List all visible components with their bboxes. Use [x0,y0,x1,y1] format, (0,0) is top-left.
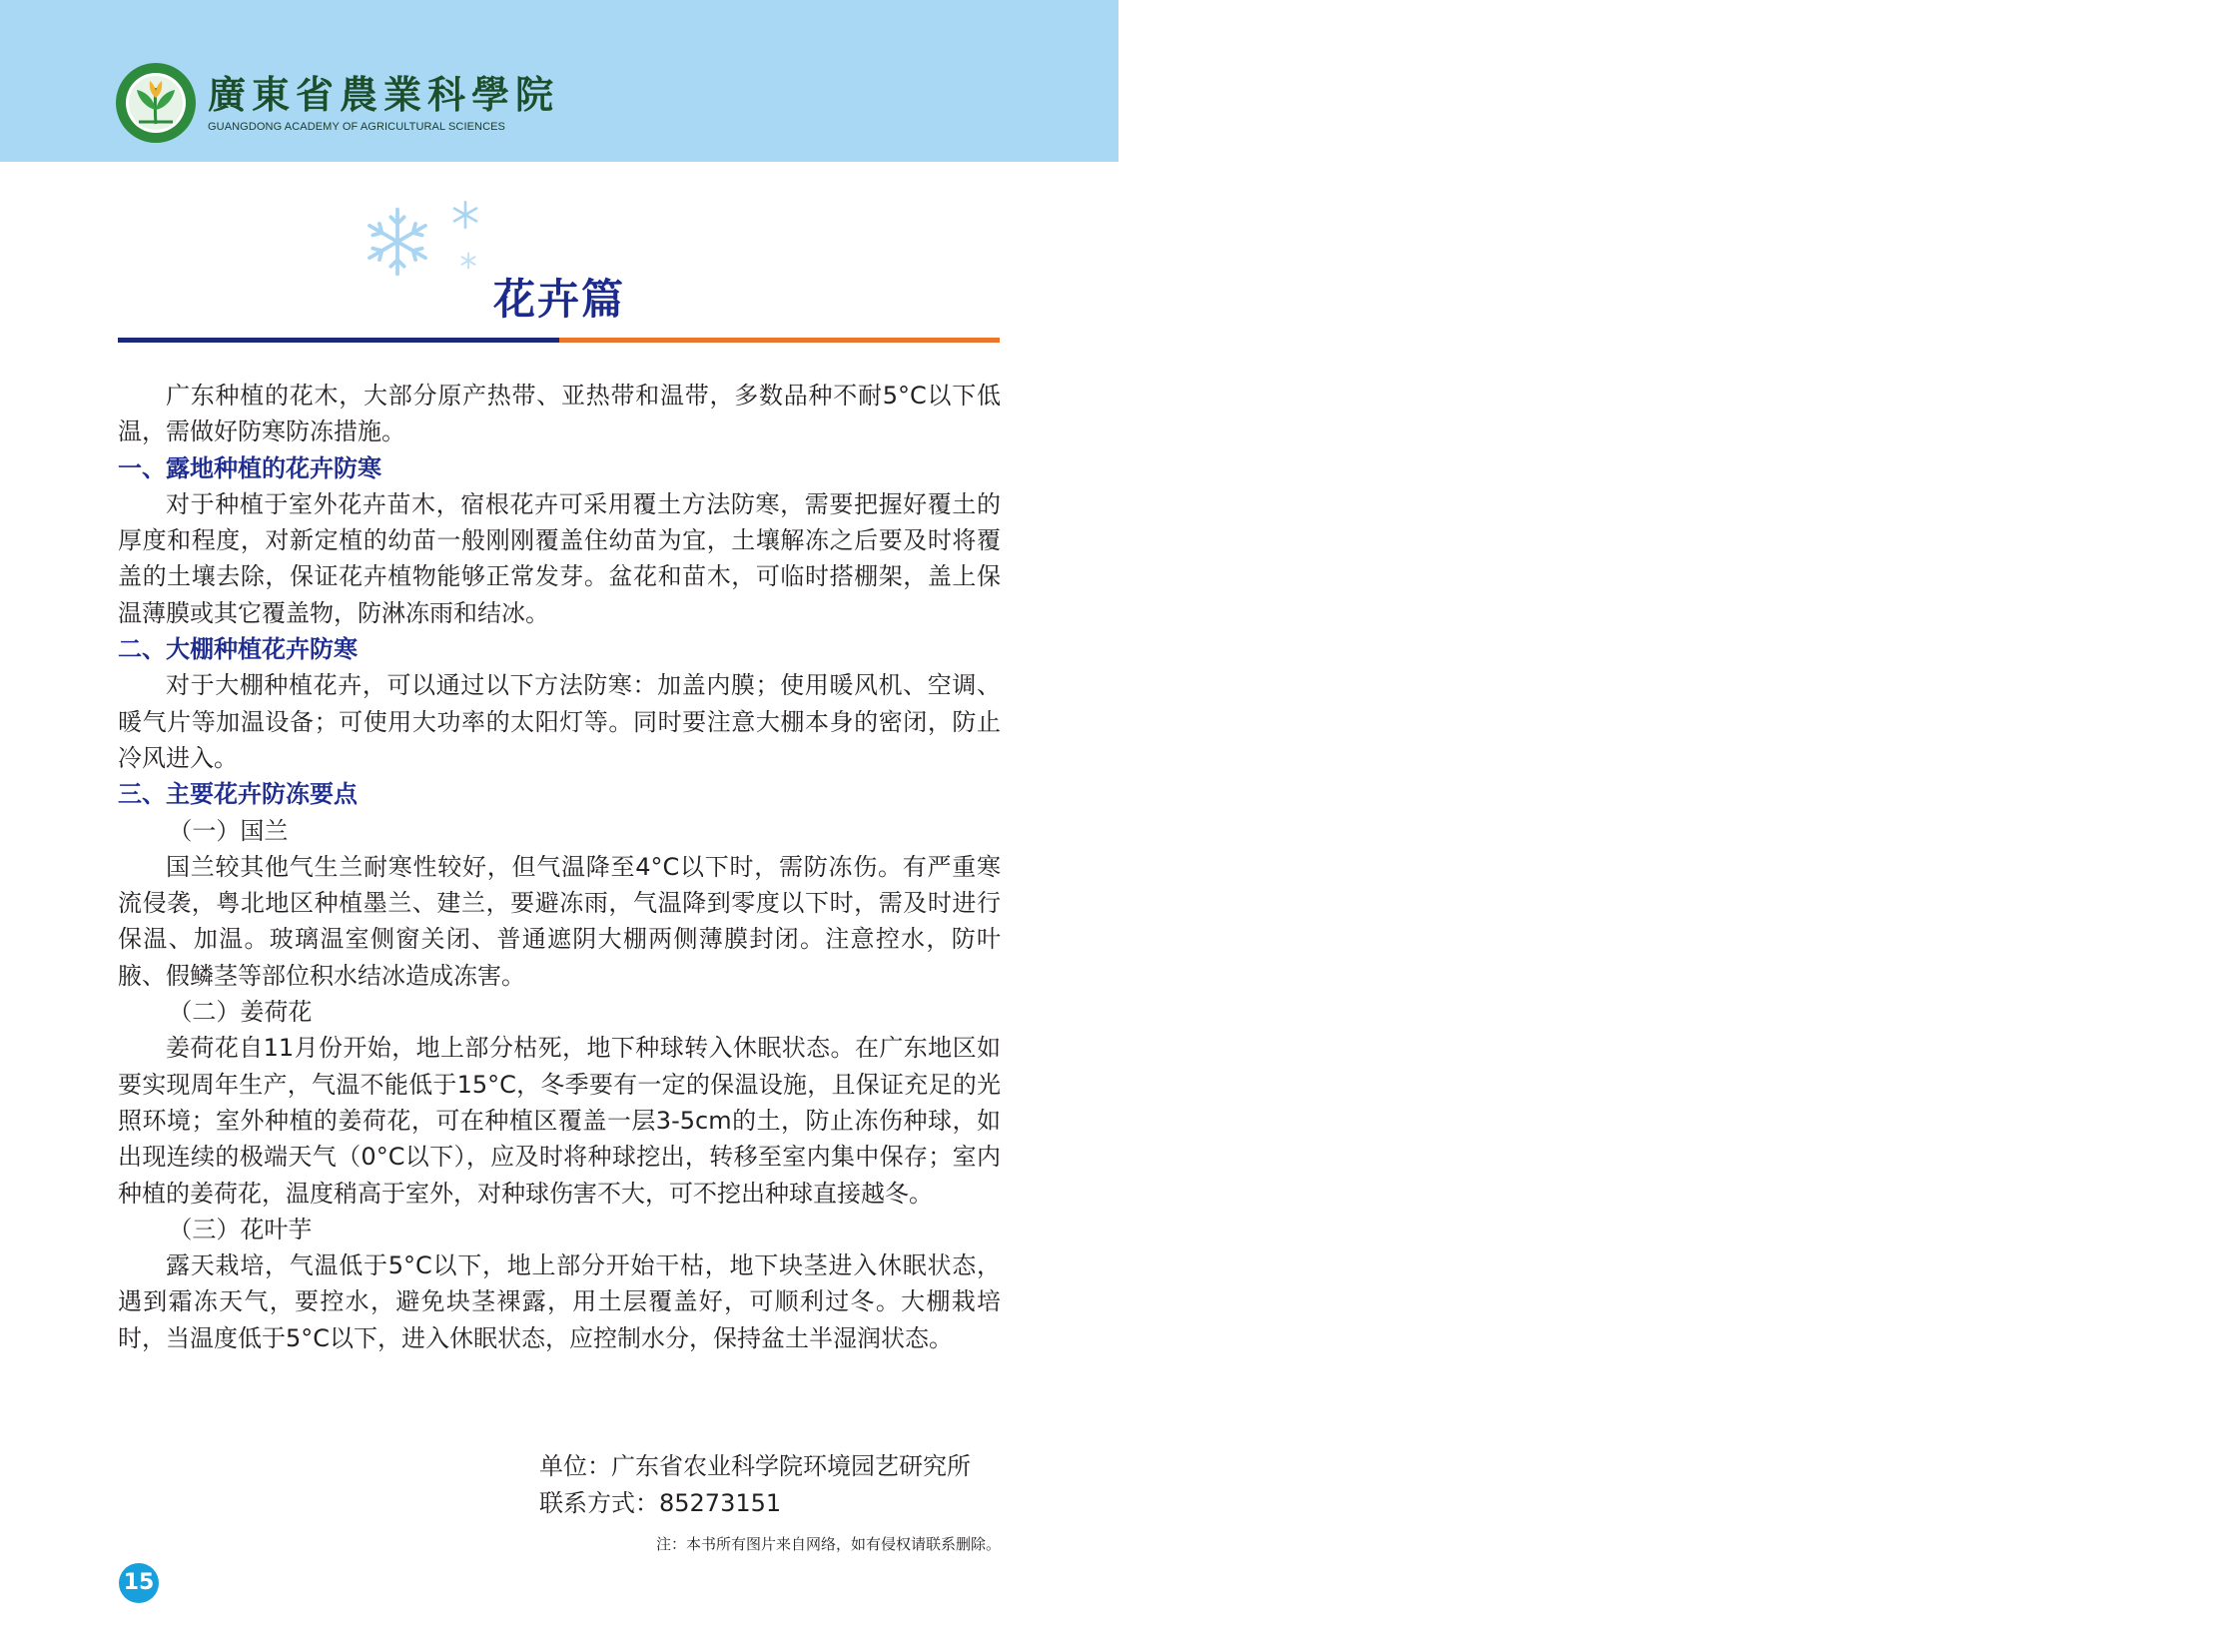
author-contact: 联系方式：85273151 [539,1489,782,1517]
title-rule-orange [559,338,1000,343]
page-number-badge: 15 [119,1563,159,1603]
author-signature [539,1448,1001,1522]
institution-name-cn: 廣東省農業科學院 [208,72,560,117]
author-unit: 单位：广东省农业科学院环境园艺研究所 [539,1452,971,1480]
subsection-paragraph: 国兰较其他气生兰耐寒性较好，但气温降至4°C以下时，需防冻伤。有严重寒流侵袭，粤北地区种植墨兰、建兰，要避冻雨，气温降到零度以下时，需及时进行保温、加温。玻璃温室侧窗关闭、普通遮阴大棚两侧薄膜封闭。注意控水，防叶腋、假鳞茎等部位积水结冰造成冻害。 [118,852,1001,990]
snowflake-icon [459,252,477,270]
section-heading: 二、大棚种植花卉防寒 [118,635,358,664]
section-heading: 一、露地种植的花卉防寒 [118,453,381,482]
subsection-title: （三）花叶芋 [168,1215,313,1243]
title-rule-navy [118,338,559,343]
institution-name-en: GUANGDONG ACADEMY OF AGRICULTURAL SCIENCES [208,121,505,133]
subsection-paragraph: 姜荷花自11月份开始，地上部分枯死，地下种球转入休眠状态。在广东地区如要实现周年生产，气温不能低于15°C，冬季要有一定的保温设施，且保证充足的光照环境；室外种植的姜荷花，可在种植区覆盖一层3-5cm的土，防止冻伤种球，如出现连续的极端天气（0°C以下），应及时将种球挖出，转移至室内集中保存；室内种植的姜荷花，温度稍高于室外，对种球伤害不大，可不挖出种球直接越冬。 [118,1034,1001,1208]
academy-seal-icon [115,62,197,144]
page-title: 花卉篇 [492,275,625,324]
copyright-note: 注：本书所有图片来自网络，如有侵权请联系删除。 [655,1535,1001,1553]
section-paragraph: 对于种植于室外花卉苗木，宿根花卉可采用覆土方法防寒，需要把握好覆土的厚度和程度，对新定植的幼苗一般刚刚覆盖住幼苗为宜，土壤解冻之后要及时将覆盖的土壤去除，保证花卉植物能够正常发芽。盆花和苗木，可临时搭棚架，盖上保温薄膜或其它覆盖物，防淋冻雨和结冰。 [118,489,1001,627]
subsection-paragraph: 露天栽培，气温低于5°C以下，地上部分开始干枯，地下块茎进入休眠状态，遇到霜冻天气，要控水，避免块茎裸露，用土层覆盖好，可顺利过冬。大棚栽培时，当温度低于5°C以下，进入休眠状态，应控制水分，保持盆土半湿润状态。 [118,1251,1001,1352]
snowflake-icon [360,204,435,280]
subsection-title: （二）姜荷花 [168,998,313,1027]
section-heading: 三、主要花卉防冻要点 [118,780,358,809]
article-body [118,378,1001,1356]
header-band [0,0,1118,162]
intro-paragraph: 广东种植的花木，大部分原产热带、亚热带和温带，多数品种不耐5°C以下低温，需做好防寒防冻措施。 [118,382,1001,446]
subsection-title: （一）国兰 [168,816,289,845]
snowflake-icon [450,200,480,230]
section-paragraph: 对于大棚种植花卉，可以通过以下方法防寒：加盖内膜；使用暖风机、空调、暖气片等加温设备；可使用大功率的太阳灯等。同时要注意大棚本身的密闭，防止冷风进入。 [118,671,1001,772]
